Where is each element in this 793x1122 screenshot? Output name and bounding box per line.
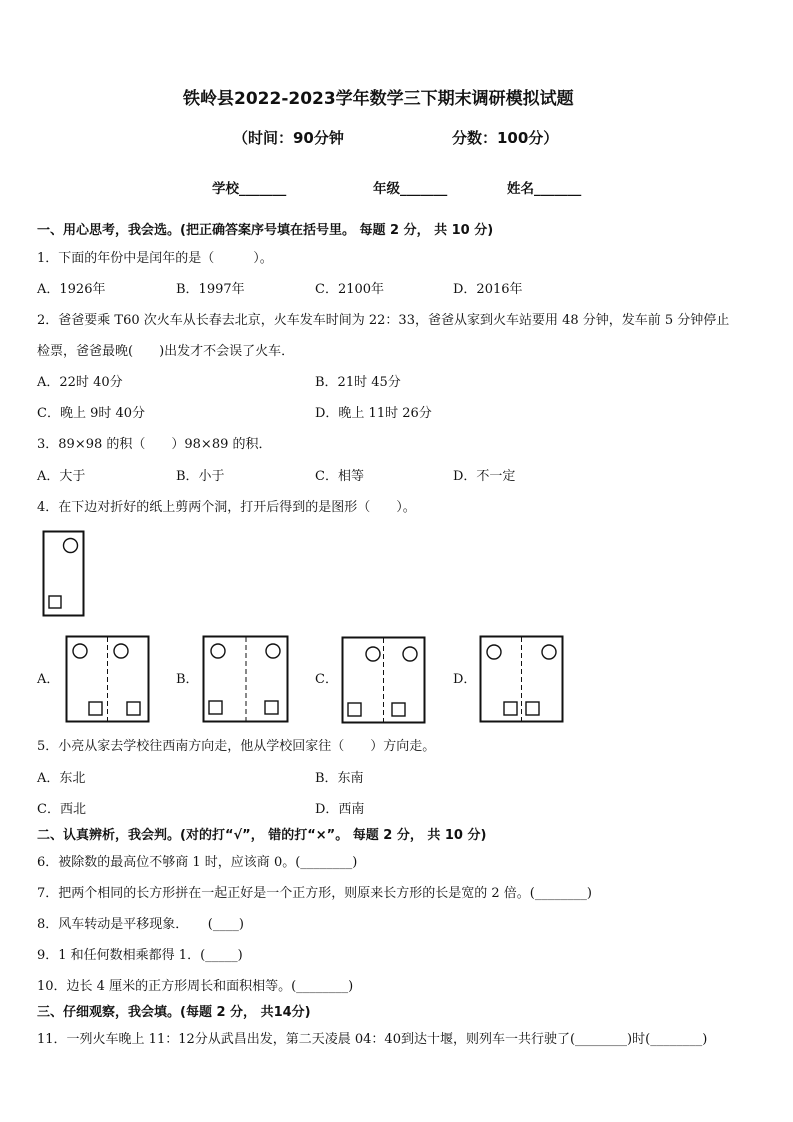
q2-stem-line2: 检票，爸爸最晚( )出发才不会误了火车． bbox=[37, 344, 295, 359]
q1-option-a: A．1926年 bbox=[37, 282, 106, 297]
q2-option-b: B．21时 45分 bbox=[315, 375, 401, 390]
q5-option-a: A．东北 bbox=[37, 771, 86, 786]
q4-option-c-label: C． bbox=[315, 672, 338, 687]
q5-option-d: D．西南 bbox=[315, 802, 365, 817]
q3-option-d: D．不一定 bbox=[453, 469, 516, 484]
q8-text: 8．风车转动是平移现象． (____) bbox=[37, 917, 244, 932]
school-field: 学校_______ bbox=[212, 181, 287, 197]
q4-option-b-label: B． bbox=[176, 672, 199, 687]
q3-option-b: B．小于 bbox=[176, 469, 225, 484]
time-label: （时间：90分钟 bbox=[233, 129, 344, 147]
score-label: 分数：100分） bbox=[452, 129, 559, 147]
q4-option-a-figure bbox=[64, 634, 152, 726]
q5-option-c: C．西北 bbox=[37, 802, 86, 817]
q4-option-d-figure bbox=[478, 634, 566, 726]
q11-text: 11．一列火车晚上 11：12分从武昌出发，第二天凌晨 04：40到达十堰，则列车一共行驶了(________)时(________) bbox=[37, 1032, 708, 1047]
page-title: 铁岭县2022-2023学年数学三下期末调研模拟试题 bbox=[183, 89, 574, 109]
q1-stem: 1．下面的年份中是闰年的是（ ）。 bbox=[37, 251, 273, 266]
q6-text: 6．被除数的最高位不够商 1 时，应该商 0。(________) bbox=[37, 855, 358, 870]
q2-option-d: D．晚上 11时 26分 bbox=[315, 406, 432, 421]
q9-text: 9．1 和任何数相乘都得 1．(_____) bbox=[37, 948, 243, 963]
q4-option-a-label: A． bbox=[37, 672, 60, 687]
q1-option-b: B．1997年 bbox=[176, 282, 245, 297]
q2-stem-line1: 2．爸爸要乘 T60 次火车从长春去北京，火车发车时间为 22：33，爸爸从家到火车站要用 48 分钟，发车前 5 分钟停止 bbox=[37, 313, 730, 328]
section-2-heading: 二、认真辨析，我会判。(对的打“√”， 错的打“×”。 每题 2 分， 共 10 分) bbox=[37, 828, 487, 843]
section-1-heading: 一、用心思考，我会选。(把正确答案序号填在括号里。 每题 2 分， 共 10 分) bbox=[37, 223, 494, 238]
q2-option-c: C．晚上 9时 40分 bbox=[37, 406, 146, 421]
q4-option-d-label: D． bbox=[453, 672, 477, 687]
q4-option-b-figure bbox=[201, 634, 291, 726]
grade-field: 年级_______ bbox=[373, 181, 448, 197]
q1-option-c: C．2100年 bbox=[315, 282, 385, 297]
q3-option-a: A．大于 bbox=[37, 469, 86, 484]
q2-option-a: A．22时 40分 bbox=[37, 375, 123, 390]
q5-stem: 5．小亮从家去学校往西南方向走，他从学校回家往（ ）方向走。 bbox=[37, 739, 436, 754]
q7-text: 7．把两个相同的长方形拼在一起正好是一个正方形，则原来长方形的长是宽的 2 倍。(________) bbox=[37, 886, 592, 901]
q1-option-d: D．2016年 bbox=[453, 282, 523, 297]
name-field: 姓名_______ bbox=[507, 181, 582, 197]
folded-paper-figure bbox=[40, 528, 88, 618]
q5-option-b: B．东南 bbox=[315, 771, 364, 786]
q10-text: 10．边长 4 厘米的正方形周长和面积相等。(________) bbox=[37, 979, 354, 994]
q4-stem: 4．在下边对折好的纸上剪两个洞，打开后得到的是图形（ ）。 bbox=[37, 500, 416, 515]
q4-option-c-figure bbox=[340, 635, 428, 727]
section-3-heading: 三、仔细观察，我会填。(每题 2 分， 共14分) bbox=[37, 1005, 311, 1020]
q3-stem: 3．89×98 的积（ ）98×89 的积． bbox=[37, 437, 272, 452]
q3-option-c: C．相等 bbox=[315, 469, 364, 484]
